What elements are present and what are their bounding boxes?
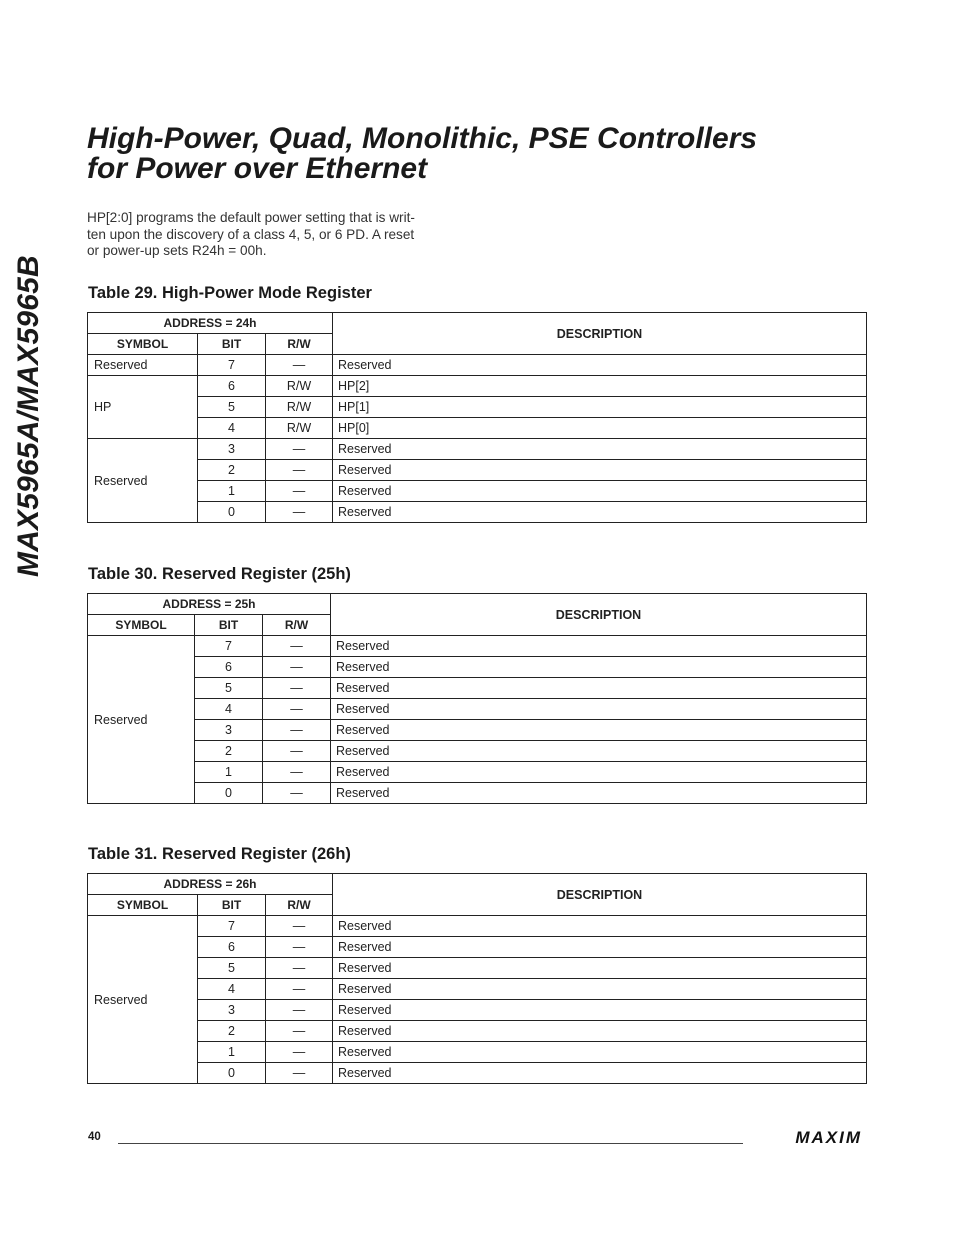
table-row <box>88 376 867 397</box>
description-cell: Reserved <box>333 937 867 958</box>
description-cell: Reserved <box>331 657 867 678</box>
symbol-cell: Reserved <box>88 439 198 523</box>
bit-cell: 1 <box>198 481 266 502</box>
symbol-cell: HP <box>88 376 198 439</box>
rw-cell: — <box>263 762 331 783</box>
table-29 <box>87 312 867 523</box>
description-header: DESCRIPTION <box>333 313 867 355</box>
rw-cell: — <box>266 439 333 460</box>
description-cell: Reserved <box>333 439 867 460</box>
description-cell: Reserved <box>333 481 867 502</box>
description-header: DESCRIPTION <box>333 874 867 916</box>
symbol-header: SYMBOL <box>88 615 195 636</box>
symbol-header: SYMBOL <box>88 895 198 916</box>
rw-cell: — <box>266 916 333 937</box>
table-row <box>88 355 867 376</box>
description-cell: Reserved <box>331 783 867 804</box>
table-row <box>88 1042 867 1063</box>
rw-header: R/W <box>266 334 333 355</box>
rw-cell: — <box>266 979 333 1000</box>
table-30-caption: Table 30. Reserved Register (25h) <box>88 565 351 583</box>
bit-cell: 5 <box>195 678 263 699</box>
intro-line: ten upon the discovery of a class 4, 5, or 6 PD. A reset <box>87 226 415 242</box>
description-cell: HP[1] <box>333 397 867 418</box>
header-row <box>88 874 867 895</box>
rw-cell: — <box>266 958 333 979</box>
table-31 <box>87 873 867 1084</box>
table-row <box>88 1021 867 1042</box>
table-30 <box>87 593 867 804</box>
maxim-logo-mark <box>754 1128 864 1146</box>
table-body <box>88 874 867 1084</box>
rw-cell: — <box>266 1042 333 1063</box>
footer-divider <box>118 1143 743 1144</box>
rw-cell: — <box>266 355 333 376</box>
rw-cell: — <box>266 1063 333 1084</box>
bit-cell: 1 <box>195 762 263 783</box>
rw-cell: — <box>266 502 333 523</box>
bit-cell: 3 <box>198 439 266 460</box>
symbol-cell: Reserved <box>88 355 198 376</box>
bit-cell: 3 <box>198 1000 266 1021</box>
description-cell: Reserved <box>333 355 867 376</box>
rw-cell: — <box>263 699 331 720</box>
table-row <box>88 439 867 460</box>
symbol-cell: Reserved <box>88 636 195 804</box>
bit-cell: 4 <box>198 418 266 439</box>
description-cell: Reserved <box>333 916 867 937</box>
page-number: 40 <box>88 1131 101 1143</box>
table-body <box>88 313 867 523</box>
table-row <box>88 460 867 481</box>
bit-cell: 0 <box>195 783 263 804</box>
table-row <box>88 699 867 720</box>
bit-cell: 5 <box>198 397 266 418</box>
bit-cell: 4 <box>195 699 263 720</box>
table-row <box>88 418 867 439</box>
rw-cell: R/W <box>266 376 333 397</box>
bit-cell: 7 <box>195 636 263 657</box>
symbol-cell: Reserved <box>88 916 198 1084</box>
bit-cell: 7 <box>198 916 266 937</box>
description-cell: Reserved <box>333 502 867 523</box>
bit-cell: 1 <box>198 1042 266 1063</box>
table-row <box>88 657 867 678</box>
logo-text: MAXIM <box>795 1128 862 1146</box>
bit-cell: 4 <box>198 979 266 1000</box>
table-row <box>88 916 867 937</box>
rw-cell: — <box>263 657 331 678</box>
table-row <box>88 979 867 1000</box>
bit-cell: 2 <box>198 1021 266 1042</box>
address-header: ADDRESS = 24h <box>88 313 333 334</box>
description-header: DESCRIPTION <box>331 594 867 636</box>
rw-cell: — <box>263 636 331 657</box>
table-row <box>88 762 867 783</box>
header-row <box>88 594 867 615</box>
table-row <box>88 502 867 523</box>
rw-cell: — <box>266 460 333 481</box>
address-header: ADDRESS = 26h <box>88 874 333 895</box>
rw-cell: — <box>266 1021 333 1042</box>
header-row <box>88 313 867 334</box>
table-29-caption: Table 29. High-Power Mode Register <box>88 284 372 302</box>
description-cell: Reserved <box>331 678 867 699</box>
description-cell: Reserved <box>331 741 867 762</box>
intro-line: or power-up sets R24h = 00h. <box>87 243 267 258</box>
description-cell: HP[2] <box>333 376 867 397</box>
table-row <box>88 397 867 418</box>
rw-header: R/W <box>263 615 331 636</box>
description-cell: Reserved <box>333 1042 867 1063</box>
bit-header: BIT <box>198 334 266 355</box>
table-row <box>88 741 867 762</box>
description-cell: Reserved <box>333 1063 867 1084</box>
table-row <box>88 636 867 657</box>
bit-cell: 3 <box>195 720 263 741</box>
rw-header: R/W <box>266 895 333 916</box>
bit-cell: 7 <box>198 355 266 376</box>
intro-line: HP[2:0] programs the default power setting that is writ- <box>87 210 415 225</box>
table-row <box>88 720 867 741</box>
bit-header: BIT <box>195 615 263 636</box>
rw-cell: R/W <box>266 397 333 418</box>
bit-cell: 0 <box>198 502 266 523</box>
description-cell: HP[0] <box>333 418 867 439</box>
description-cell: Reserved <box>333 958 867 979</box>
rw-cell: R/W <box>266 418 333 439</box>
table-row <box>88 1000 867 1021</box>
table-row <box>88 481 867 502</box>
bit-cell: 6 <box>195 657 263 678</box>
bit-header: BIT <box>198 895 266 916</box>
rw-cell: — <box>263 720 331 741</box>
address-header: ADDRESS = 25h <box>88 594 331 615</box>
description-cell: Reserved <box>331 699 867 720</box>
title-line-2: for Power over Ethernet <box>87 152 428 185</box>
bit-cell: 0 <box>198 1063 266 1084</box>
table-row <box>88 678 867 699</box>
description-cell: Reserved <box>331 636 867 657</box>
bit-cell: 5 <box>198 958 266 979</box>
side-part-number: MAX5965A/MAX5965B <box>12 255 45 577</box>
bit-cell: 2 <box>198 460 266 481</box>
description-cell: Reserved <box>333 460 867 481</box>
bit-cell: 2 <box>195 741 263 762</box>
symbol-header: SYMBOL <box>88 334 198 355</box>
description-cell: Reserved <box>333 979 867 1000</box>
table-body <box>88 594 867 804</box>
rw-cell: — <box>263 741 331 762</box>
page-title <box>87 124 757 184</box>
table-row <box>88 937 867 958</box>
rw-cell: — <box>266 937 333 958</box>
rw-cell: — <box>266 481 333 502</box>
rw-cell: — <box>263 783 331 804</box>
rw-cell: — <box>266 1000 333 1021</box>
description-cell: Reserved <box>333 1021 867 1042</box>
table-row <box>88 1063 867 1084</box>
maxim-logo <box>754 1128 864 1151</box>
rw-cell: — <box>263 678 331 699</box>
bit-cell: 6 <box>198 376 266 397</box>
table-row <box>88 958 867 979</box>
title-line-1: High-Power, Quad, Monolithic, PSE Controllers <box>87 122 758 155</box>
bit-cell: 6 <box>198 937 266 958</box>
table-31-caption: Table 31. Reserved Register (26h) <box>88 845 351 863</box>
description-cell: Reserved <box>331 720 867 741</box>
description-cell: Reserved <box>331 762 867 783</box>
intro-paragraph <box>87 210 467 260</box>
table-row <box>88 783 867 804</box>
description-cell: Reserved <box>333 1000 867 1021</box>
